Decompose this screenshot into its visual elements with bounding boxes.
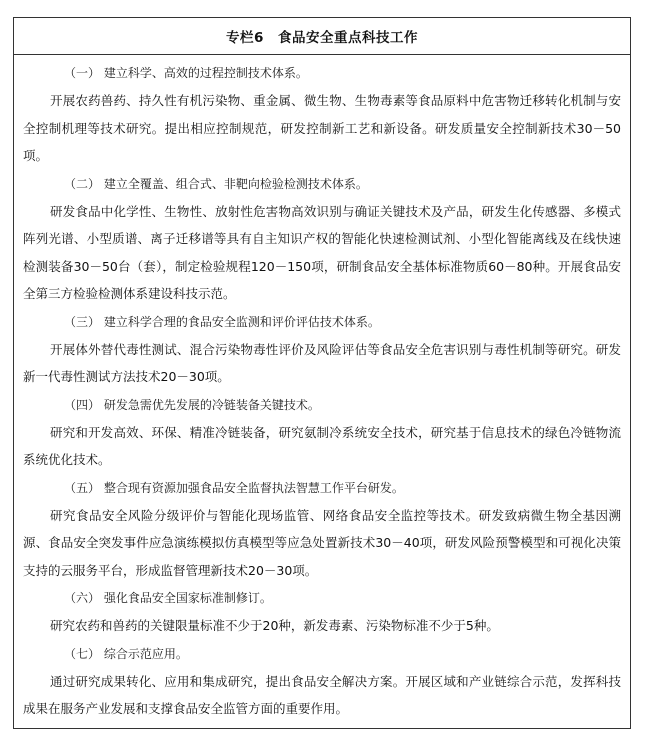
section-body: 研究农药和兽药的关键限量标准不少于20种，新发毒素、污染物标准不少于5种。 bbox=[50, 618, 499, 633]
section-heading: （四） 研发急需优先发展的冷链装备关键技术。 bbox=[64, 397, 320, 412]
section-body: 研究食品安全风险分级评价与智能化现场监管、网络食品安全监控等技术。研发致病微生物全基因溯源、食品安全突发事件应急演练模拟仿真模型等应急处置新技术30－40项，研发风险预警模型和可视化决策支持的云服务平台，形成监督管理新技术20－30项。 bbox=[23, 507, 621, 578]
section-2 bbox=[23, 170, 621, 308]
section-7 bbox=[23, 640, 621, 723]
section-body: 通过研究成果转化、应用和集成研究，提出食品安全解决方案。开展区域和产业链综合示范，发挥科技成果在服务产业发展和支撑食品安全监管方面的重要作用。 bbox=[23, 673, 621, 716]
section-5 bbox=[23, 474, 621, 585]
section-body: 开展体外替代毒性测试、混合污染物毒性评价及风险评估等食品安全危害识别与毒性机制等研究。研发新一代毒性测试方法技术20－30项。 bbox=[23, 341, 621, 384]
section-body: 研究和开发高效、环保、精准冷链装备，研究氨制冷系统安全技术，研究基于信息技术的绿色冷链物流系统优化技术。 bbox=[23, 424, 621, 467]
section-body: 开展农药兽药、持久性有机污染物、重金属、微生物、生物毒素等食品原料中危害物迁移转化机制与安全控制机理等技术研究。提出相应控制规范，研发控制新工艺和新设备。研发质量安全控制新技术30－50项。 bbox=[23, 93, 621, 163]
section-heading: （二） 建立全覆盖、组合式、非靶向检验检测技术体系。 bbox=[64, 176, 368, 191]
section-heading: （七） 综合示范应用。 bbox=[64, 646, 188, 661]
column-box bbox=[13, 17, 631, 729]
section-3 bbox=[23, 308, 621, 391]
section-6 bbox=[23, 584, 621, 640]
section-heading: （六） 强化食品安全国家标准制修订。 bbox=[64, 591, 272, 605]
section-heading: （一） 建立科学、高效的过程控制技术体系。 bbox=[64, 66, 308, 80]
section-body: 研发食品中化学性、生物性、放射性危害物高效识别与确证关键技术及产品，研发生化传感器、多模式阵列光谱、小型质谱、离子迁移谱等具有自主知识产权的智能化快速检测试剂、小型化智能离线及在线快速检测装备30－50台（套），制定检验规程120－150项，研制食品安全基体标准物质60－80种。开展食品安全第三方检验检测体系建设科技示范。 bbox=[23, 203, 621, 301]
section-1 bbox=[23, 59, 621, 170]
section-4 bbox=[23, 391, 621, 474]
column-title: 专栏6 食品安全重点科技工作 bbox=[14, 18, 630, 55]
column-content bbox=[14, 55, 630, 723]
section-heading: （三） 建立科学合理的食品安全监测和评价评估技术体系。 bbox=[64, 314, 380, 329]
section-heading: （五） 整合现有资源加强食品安全监督执法智慧工作平台研发。 bbox=[64, 480, 404, 495]
